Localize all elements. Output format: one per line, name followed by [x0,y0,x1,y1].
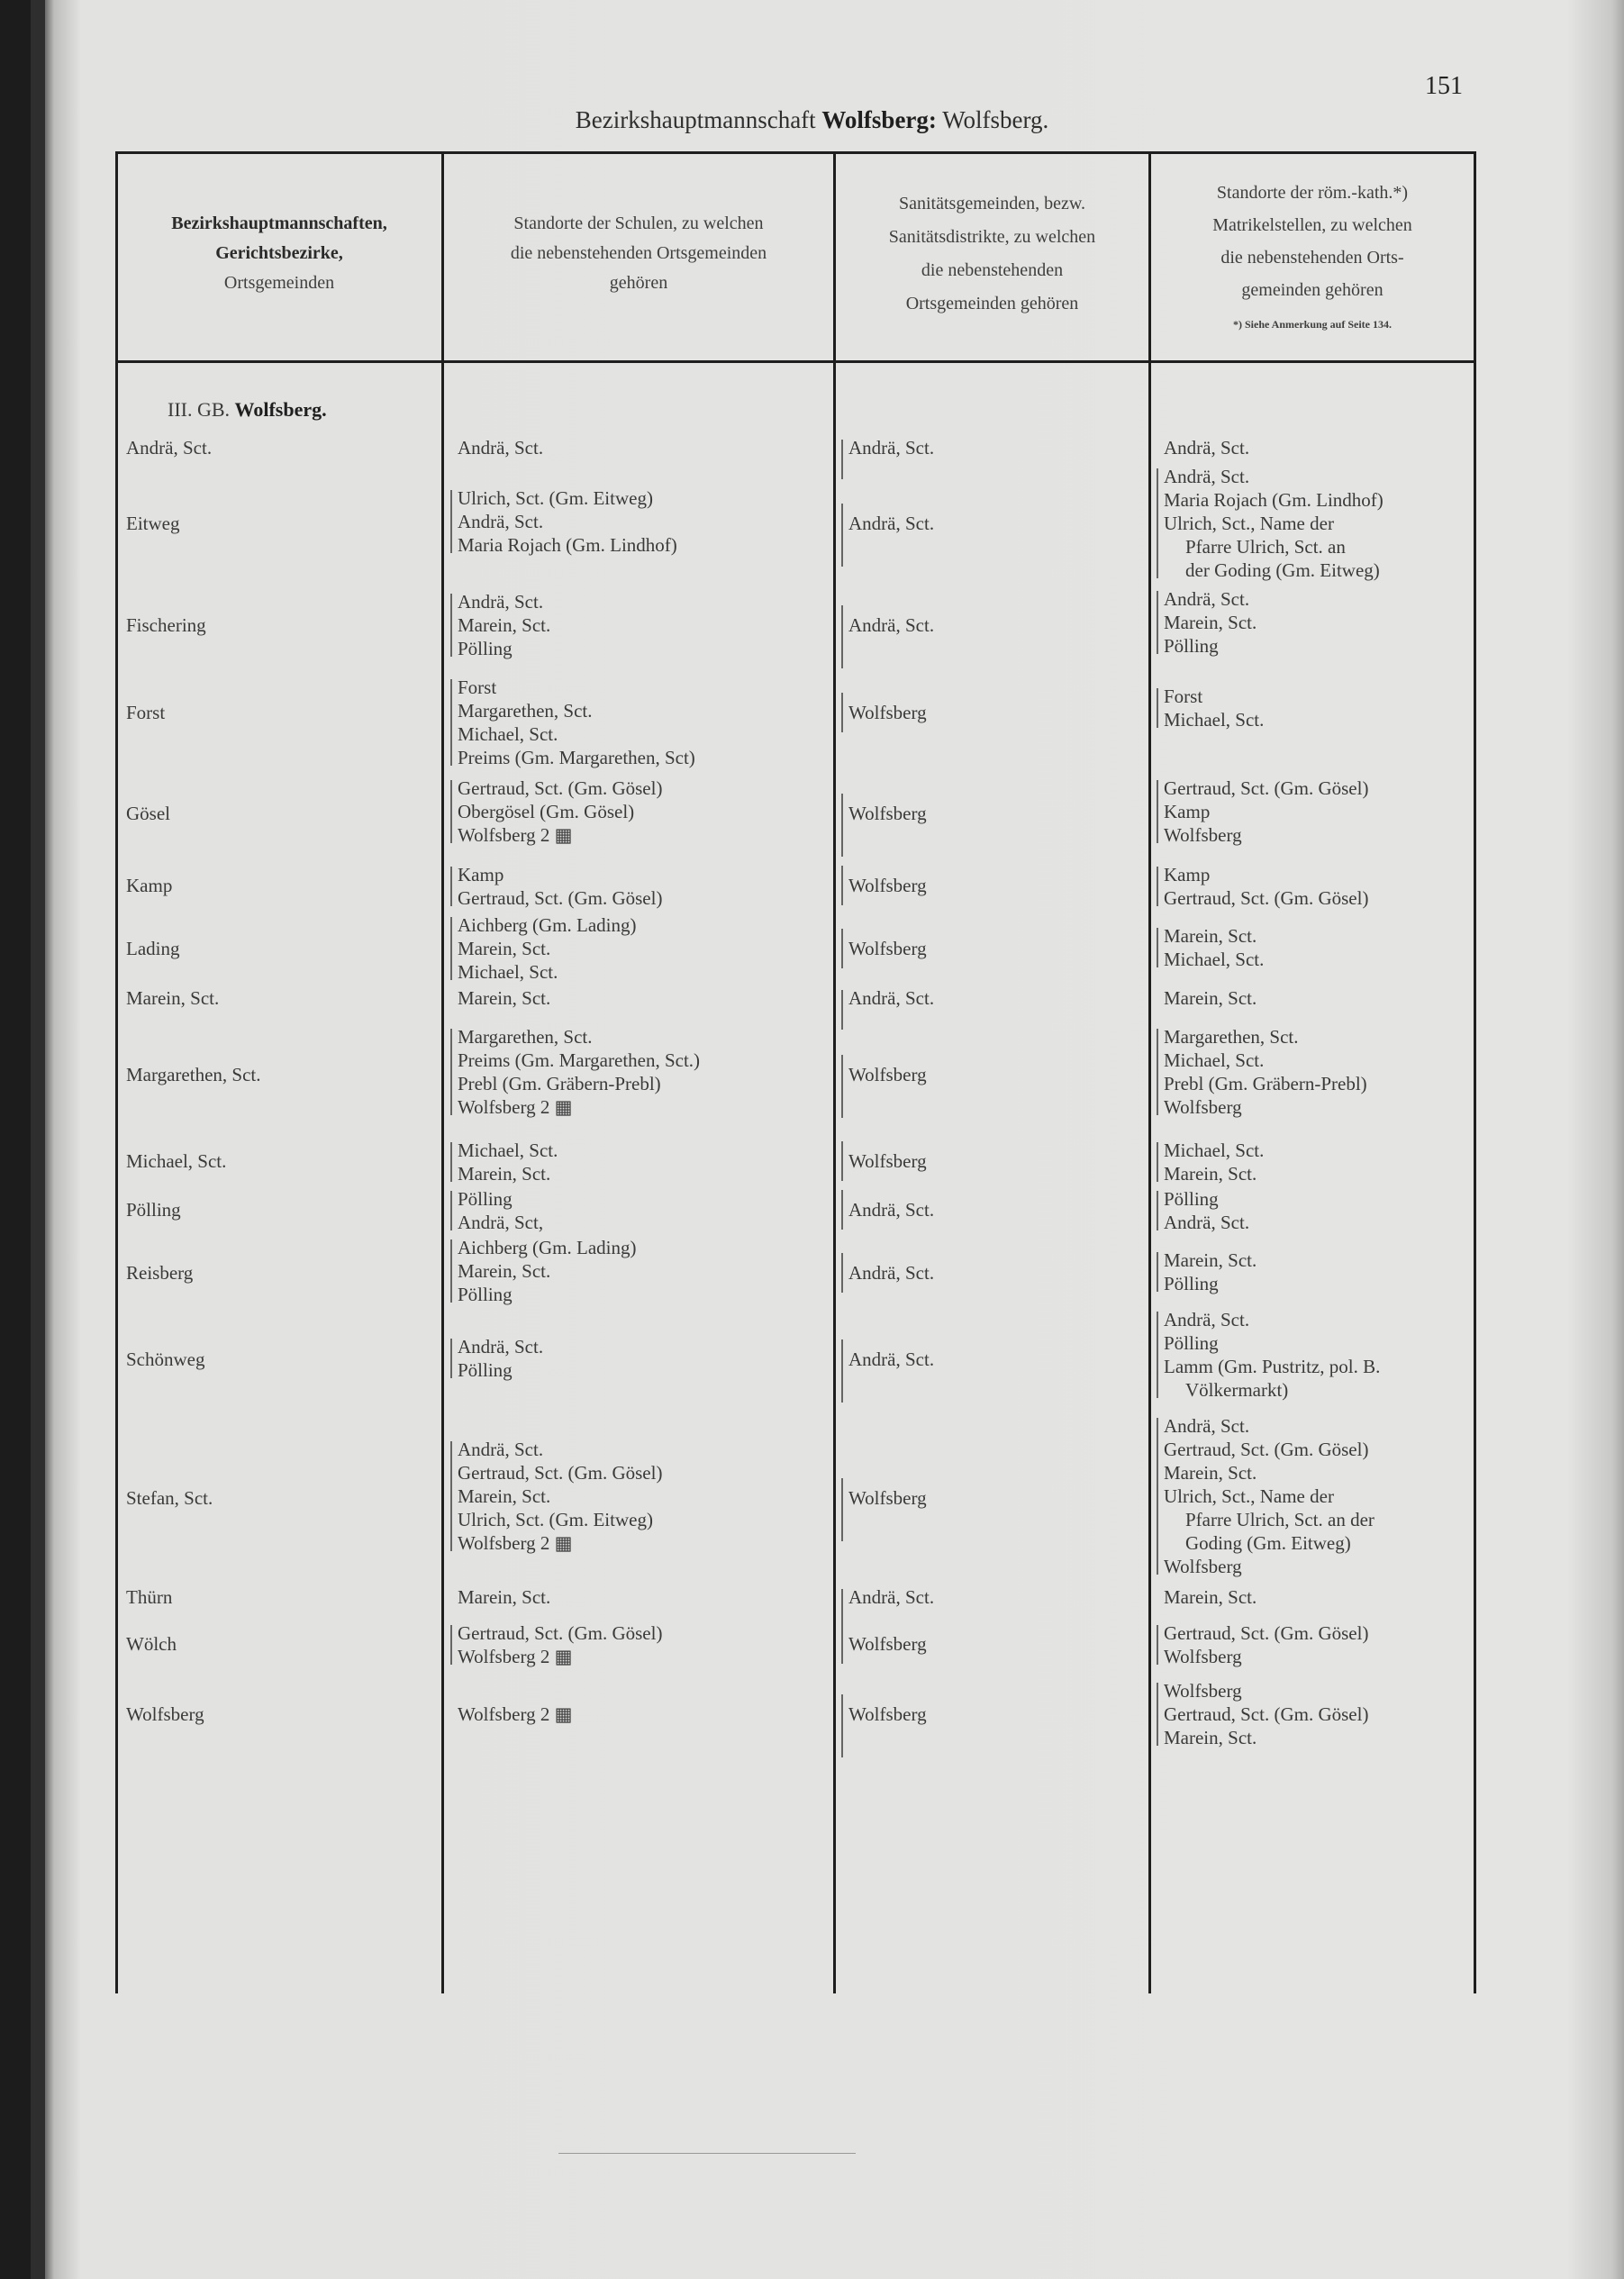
closing-rule [558,2153,856,2154]
row-name: Forst [126,702,166,723]
school-entry: Wolfsberg 2 ▦ [458,1096,573,1118]
header-col3 [837,187,1148,321]
sanitary-brace [841,1339,843,1403]
row-name: Reisberg [126,1262,194,1284]
parish-entry: Pfarre Ulrich, Sct. an [1185,536,1346,558]
section-prefix: III. GB. [168,398,231,421]
parish-entry: Pölling [1164,1332,1219,1354]
parish-entry: Michael, Sct. [1164,1140,1265,1161]
sanitary-entry: Wolfsberg [848,1150,927,1172]
school-entry: Gertraud, Sct. (Gm. Gösel) [458,1622,663,1644]
parish-entry: Marein, Sct. [1164,612,1257,633]
col-divider-2 [833,151,836,1993]
parish-entry: Prebl (Gm. Gräbern-Prebl) [1164,1073,1367,1094]
parish-entry: Ulrich, Sct., Name der [1164,513,1334,534]
sanitary-entry: Wolfsberg [848,702,927,723]
row-name: Lading [126,938,180,959]
school-entry: Margarethen, Sct. [458,1026,593,1048]
school-entry: Wolfsberg 2 ▦ [458,1532,573,1554]
parish-entry: Marein, Sct. [1164,1727,1257,1748]
row-name: Margarethen, Sct. [126,1064,261,1085]
parish-entry: Pölling [1164,1273,1219,1294]
school-entry: Andrä, Sct. [458,1439,544,1460]
school-entry: Gertraud, Sct. (Gm. Gösel) [458,887,663,909]
school-brace [450,679,452,766]
page-number: 151 [1425,72,1463,100]
school-entry: Pölling [458,1284,513,1305]
school-brace [450,1029,452,1115]
parish-entry: Maria Rojach (Gm. Lindhof) [1164,489,1384,511]
school-entry: Pölling [458,1188,513,1210]
parish-brace [1157,1142,1158,1182]
parish-entry: Michael, Sct. [1164,949,1265,970]
header-col4-line4: gemeinden gehören [1241,280,1384,300]
parish-brace [1157,1312,1158,1398]
parish-entry: Marein, Sct. [1164,1586,1257,1608]
sanitary-entry: Wolfsberg [848,1064,927,1085]
table-right-border [1474,151,1476,1993]
parish-entry: Andrä, Sct. [1164,1415,1250,1437]
school-brace [450,1625,452,1665]
running-head-bold: Wolfsberg: [821,106,937,133]
school-brace [450,1142,452,1182]
school-entry: Obergösel (Gm. Gösel) [458,801,635,822]
school-brace [450,867,452,906]
table-left-border [115,151,118,1993]
sanitary-brace [841,1141,843,1181]
school-entry: Aichberg (Gm. Lading) [458,914,637,936]
row-name: Marein, Sct. [126,987,220,1009]
parish-brace [1157,867,1158,906]
row-name: Kamp [126,875,173,896]
parish-entry: Marein, Sct. [1164,1249,1257,1271]
sanitary-brace [841,866,843,905]
col-divider-3 [1148,151,1151,1993]
parish-entry: Andrä, Sct. [1164,437,1250,459]
school-entry: Michael, Sct. [458,723,558,745]
header-col1-line2: Gerichtsbezirke, [215,243,343,263]
parish-entry: Pölling [1164,1188,1219,1210]
parish-entry: Andrä, Sct. [1164,1212,1250,1233]
sanitary-entry: Wolfsberg [848,1487,927,1509]
school-entry: Maria Rojach (Gm. Lindhof) [458,534,677,556]
row-name: Wölch [126,1633,177,1655]
parish-entry: Wolfsberg [1164,1096,1242,1118]
school-entry: Andrä, Sct, [458,1212,544,1233]
sanitary-brace [841,1190,843,1230]
school-brace [450,1239,452,1303]
sanitary-brace [841,693,843,732]
parish-brace [1157,1418,1158,1575]
parish-entry: Völkermarkt) [1185,1379,1289,1401]
parish-entry: Andrä, Sct. [1164,588,1250,610]
school-entry: Preims (Gm. Margarethen, Sct.) [458,1049,701,1071]
parish-entry: Michael, Sct. [1164,709,1265,731]
row-name: Thürn [126,1586,173,1608]
header-col2-line1: Standorte der Schulen, zu welchen [513,213,764,233]
parish-entry: Marein, Sct. [1164,925,1257,947]
parish-brace [1157,1683,1158,1746]
school-brace [450,1191,452,1230]
parish-entry: Marein, Sct. [1164,1462,1257,1484]
header-col2-line3: gehören [609,273,668,293]
parish-entry: Kamp [1164,864,1211,885]
sanitary-entry: Andrä, Sct. [848,1262,935,1284]
sanitary-brace [841,1253,843,1293]
parish-entry: Lamm (Gm. Pustritz, pol. B. [1164,1356,1381,1377]
col-divider-1 [441,151,444,1993]
sanitary-entry: Andrä, Sct. [848,513,935,534]
header-col4 [1152,177,1473,340]
school-entry: Marein, Sct. [458,938,551,959]
parish-entry: Pölling [1164,635,1219,657]
header-col1-line3: Ortsgemeinden [223,273,335,293]
row-name: Schönweg [126,1348,205,1370]
running-head-suffix: Wolfsberg. [942,106,1049,133]
sanitary-entry: Wolfsberg [848,1703,927,1725]
parish-entry: Andrä, Sct. [1164,1309,1250,1330]
parish-entry: Goding (Gm. Eitweg) [1185,1532,1351,1554]
parish-brace [1157,780,1158,843]
sanitary-brace [841,1589,843,1629]
school-entry: Prebl (Gm. Gräbern-Prebl) [458,1073,661,1094]
sanitary-entry: Andrä, Sct. [848,614,935,636]
school-entry: Ulrich, Sct. (Gm. Eitweg) [458,487,653,509]
school-entry: Andrä, Sct. [458,1336,544,1357]
parish-brace [1157,1252,1158,1292]
sanitary-entry: Wolfsberg [848,1633,927,1655]
school-entry: Marein, Sct. [458,1260,551,1282]
section-name: Wolfsberg. [234,398,327,421]
sanitary-brace [841,1055,843,1118]
sanitary-entry: Andrä, Sct. [848,437,935,459]
row-name: Stefan, Sct. [126,1487,213,1509]
header-col1-line1: Bezirkshauptmannschaften, [171,213,387,233]
parish-brace [1157,928,1158,967]
school-entry: Gertraud, Sct. (Gm. Gösel) [458,777,663,799]
section-title [168,398,327,422]
header-col4-line3: die nebenstehenden Orts- [1220,248,1404,268]
school-entry: Michael, Sct. [458,1140,558,1161]
school-entry: Andrä, Sct. [458,437,544,459]
sanitary-entry: Wolfsberg [848,875,927,896]
header-col3-line3: die nebenstehenden [921,260,1064,280]
sanitary-entry: Andrä, Sct. [848,987,935,1009]
running-head-prefix: Bezirkshauptmannschaft [575,106,816,133]
sanitary-entry: Wolfsberg [848,938,927,959]
row-name: Eitweg [126,513,180,534]
school-entry: Marein, Sct. [458,1485,551,1507]
parish-entry: der Goding (Gm. Eitweg) [1185,559,1380,581]
row-name: Pölling [126,1199,181,1221]
header-col4-line1: Standorte der röm.-kath.*) [1216,183,1409,203]
parish-entry: Gertraud, Sct. (Gm. Gösel) [1164,887,1369,909]
sanitary-entry: Andrä, Sct. [848,1348,935,1370]
sanitary-brace [841,504,843,567]
header-col1 [119,209,440,298]
row-name: Fischering [126,614,206,636]
parish-brace [1157,468,1158,578]
running-head [0,106,1624,134]
school-entry: Andrä, Sct. [458,511,544,532]
sanitary-brace [841,1694,843,1757]
row-name: Michael, Sct. [126,1150,227,1172]
parish-entry: Michael, Sct. [1164,1049,1265,1071]
school-entry: Marein, Sct. [458,614,551,636]
sanitary-brace [841,440,843,479]
school-entry: Preims (Gm. Margarethen, Sct) [458,747,695,768]
school-entry: Ulrich, Sct. (Gm. Eitweg) [458,1509,653,1530]
school-entry: Andrä, Sct. [458,591,544,613]
parish-entry: Gertraud, Sct. (Gm. Gösel) [1164,1622,1369,1644]
school-entry: Wolfsberg 2 ▦ [458,1703,573,1725]
school-brace [450,594,452,657]
row-name: Gösel [126,803,170,824]
school-entry: Margarethen, Sct. [458,700,593,722]
sanitary-brace [841,1478,843,1541]
school-entry: Aichberg (Gm. Lading) [458,1237,637,1258]
parish-brace [1157,591,1158,654]
parish-entry: Pfarre Ulrich, Sct. an der [1185,1509,1375,1530]
school-brace [450,780,452,843]
sanitary-entry: Andrä, Sct. [848,1586,935,1608]
school-brace [450,490,452,553]
school-entry: Wolfsberg 2 ▦ [458,824,573,846]
parish-brace [1157,1029,1158,1115]
parish-entry: Wolfsberg [1164,1556,1242,1577]
school-entry: Marein, Sct. [458,1163,551,1185]
parish-entry: Wolfsberg [1164,824,1242,846]
row-name: Wolfsberg [126,1703,204,1725]
sanitary-entry: Andrä, Sct. [848,1199,935,1221]
sanitary-entry: Wolfsberg [848,803,927,824]
school-entry: Michael, Sct. [458,961,558,983]
parish-entry: Kamp [1164,801,1211,822]
header-col2-line2: die nebenstehenden Ortsgemeinden [510,243,767,263]
parish-entry: Marein, Sct. [1164,987,1257,1009]
row-name: Andrä, Sct. [126,437,213,459]
parish-entry: Ulrich, Sct., Name der [1164,1485,1334,1507]
parish-entry: Marein, Sct. [1164,1163,1257,1185]
parish-entry: Forst [1164,686,1203,707]
parish-entry: Gertraud, Sct. (Gm. Gösel) [1164,1439,1369,1460]
school-brace [450,917,452,980]
sanitary-brace [841,990,843,1030]
header-col3-line1: Sanitätsgemeinden, bezw. [899,194,1085,213]
school-brace [450,1441,452,1551]
sanitary-brace [841,605,843,668]
school-entry: Marein, Sct. [458,1586,551,1608]
parish-entry: Andrä, Sct. [1164,466,1250,487]
table-top-rule [115,151,1475,154]
parish-brace [1157,1625,1158,1665]
sanitary-brace [841,794,843,857]
school-entry: Gertraud, Sct. (Gm. Gösel) [458,1462,663,1484]
school-entry: Forst [458,676,497,698]
school-brace [450,1339,452,1378]
parish-entry: Wolfsberg [1164,1680,1242,1702]
school-entry: Pölling [458,1359,513,1381]
school-entry: Pölling [458,638,513,659]
parish-brace [1157,688,1158,728]
sanitary-brace [841,1624,843,1664]
parish-entry: Gertraud, Sct. (Gm. Gösel) [1164,1703,1369,1725]
header-col4-line2: Matrikelstellen, zu welchen [1212,215,1412,235]
school-entry: Marein, Sct. [458,987,551,1009]
school-entry: Wolfsberg 2 ▦ [458,1646,573,1667]
parish-entry: Margarethen, Sct. [1164,1026,1299,1048]
sanitary-brace [841,929,843,968]
header-col3-line2: Sanitätsdistrikte, zu welchen [888,227,1096,247]
parish-entry: Gertraud, Sct. (Gm. Gösel) [1164,777,1369,799]
header-col2 [445,209,832,298]
table-header-rule [115,360,1475,363]
book-spine [31,0,45,2279]
parish-brace [1157,1191,1158,1230]
header-col4-note: *) Siehe Anmerkung auf Seite 134. [1232,318,1392,331]
school-entry: Kamp [458,864,504,885]
header-col3-line4: Ortsgemeinden gehören [905,294,1079,313]
parish-entry: Wolfsberg [1164,1646,1242,1667]
